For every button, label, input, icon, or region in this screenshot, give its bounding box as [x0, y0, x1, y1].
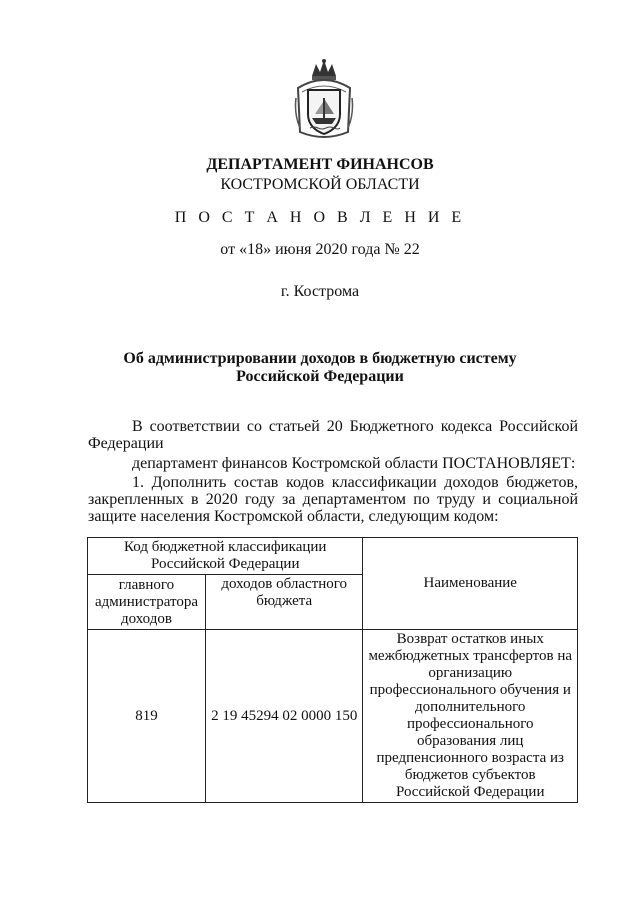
header-name-cell: Наименование [363, 538, 578, 630]
paragraph-basis: В соответствии со статьей 20 Бюджетного кодекса Российской Федерации [88, 418, 578, 452]
document-type: П О С Т А Н О В Л Е Н И Е [174, 209, 466, 226]
classification-table [87, 537, 578, 803]
subject-line-1: Об администрировании доходов в бюджетную систему [123, 350, 517, 367]
table-header-row [88, 538, 578, 575]
header-income-cell: доходов областного бюджета [205, 575, 363, 630]
table-row [88, 630, 578, 803]
document-date-number: от «18» июня 2020 года № 22 [220, 241, 420, 258]
document-subject [60, 350, 580, 386]
coat-of-arms-icon [292, 58, 356, 142]
header-group-cell: Код бюджетной классификации Российской Федерации [88, 538, 363, 575]
department-title: ДЕПАРТАМЕНТ ФИНАНСОВ [206, 156, 434, 173]
paragraph-resolves: департамент финансов Костромской области ПОСТАНОВЛЯЕТ: [132, 455, 576, 472]
row-income-name: Возврат остатков иных межбюджетных трансфертов на организацию профессионального обучения и дополнительного профессионального образования лиц предпенсионного возраста из бюджетов субъектов Российской Федерации [363, 630, 578, 803]
department-region: КОСТРОМСКОЙ ОБЛАСТИ [220, 176, 420, 193]
paragraph-item-1: 1. Дополнить состав кодов классификации доходов бюджетов, закрепленных в 2020 году за департаментом по труду и социальной защите населения Костромской области, следующим кодом: [88, 474, 578, 525]
row-income-code: 2 19 45294 02 0000 150 [205, 630, 363, 803]
subject-line-2: Российской Федерации [236, 368, 404, 385]
document-city: г. Кострома [280, 283, 360, 300]
header-admin-cell: главного администратора доходов [88, 575, 206, 630]
row-admin-code: 819 [88, 630, 206, 803]
